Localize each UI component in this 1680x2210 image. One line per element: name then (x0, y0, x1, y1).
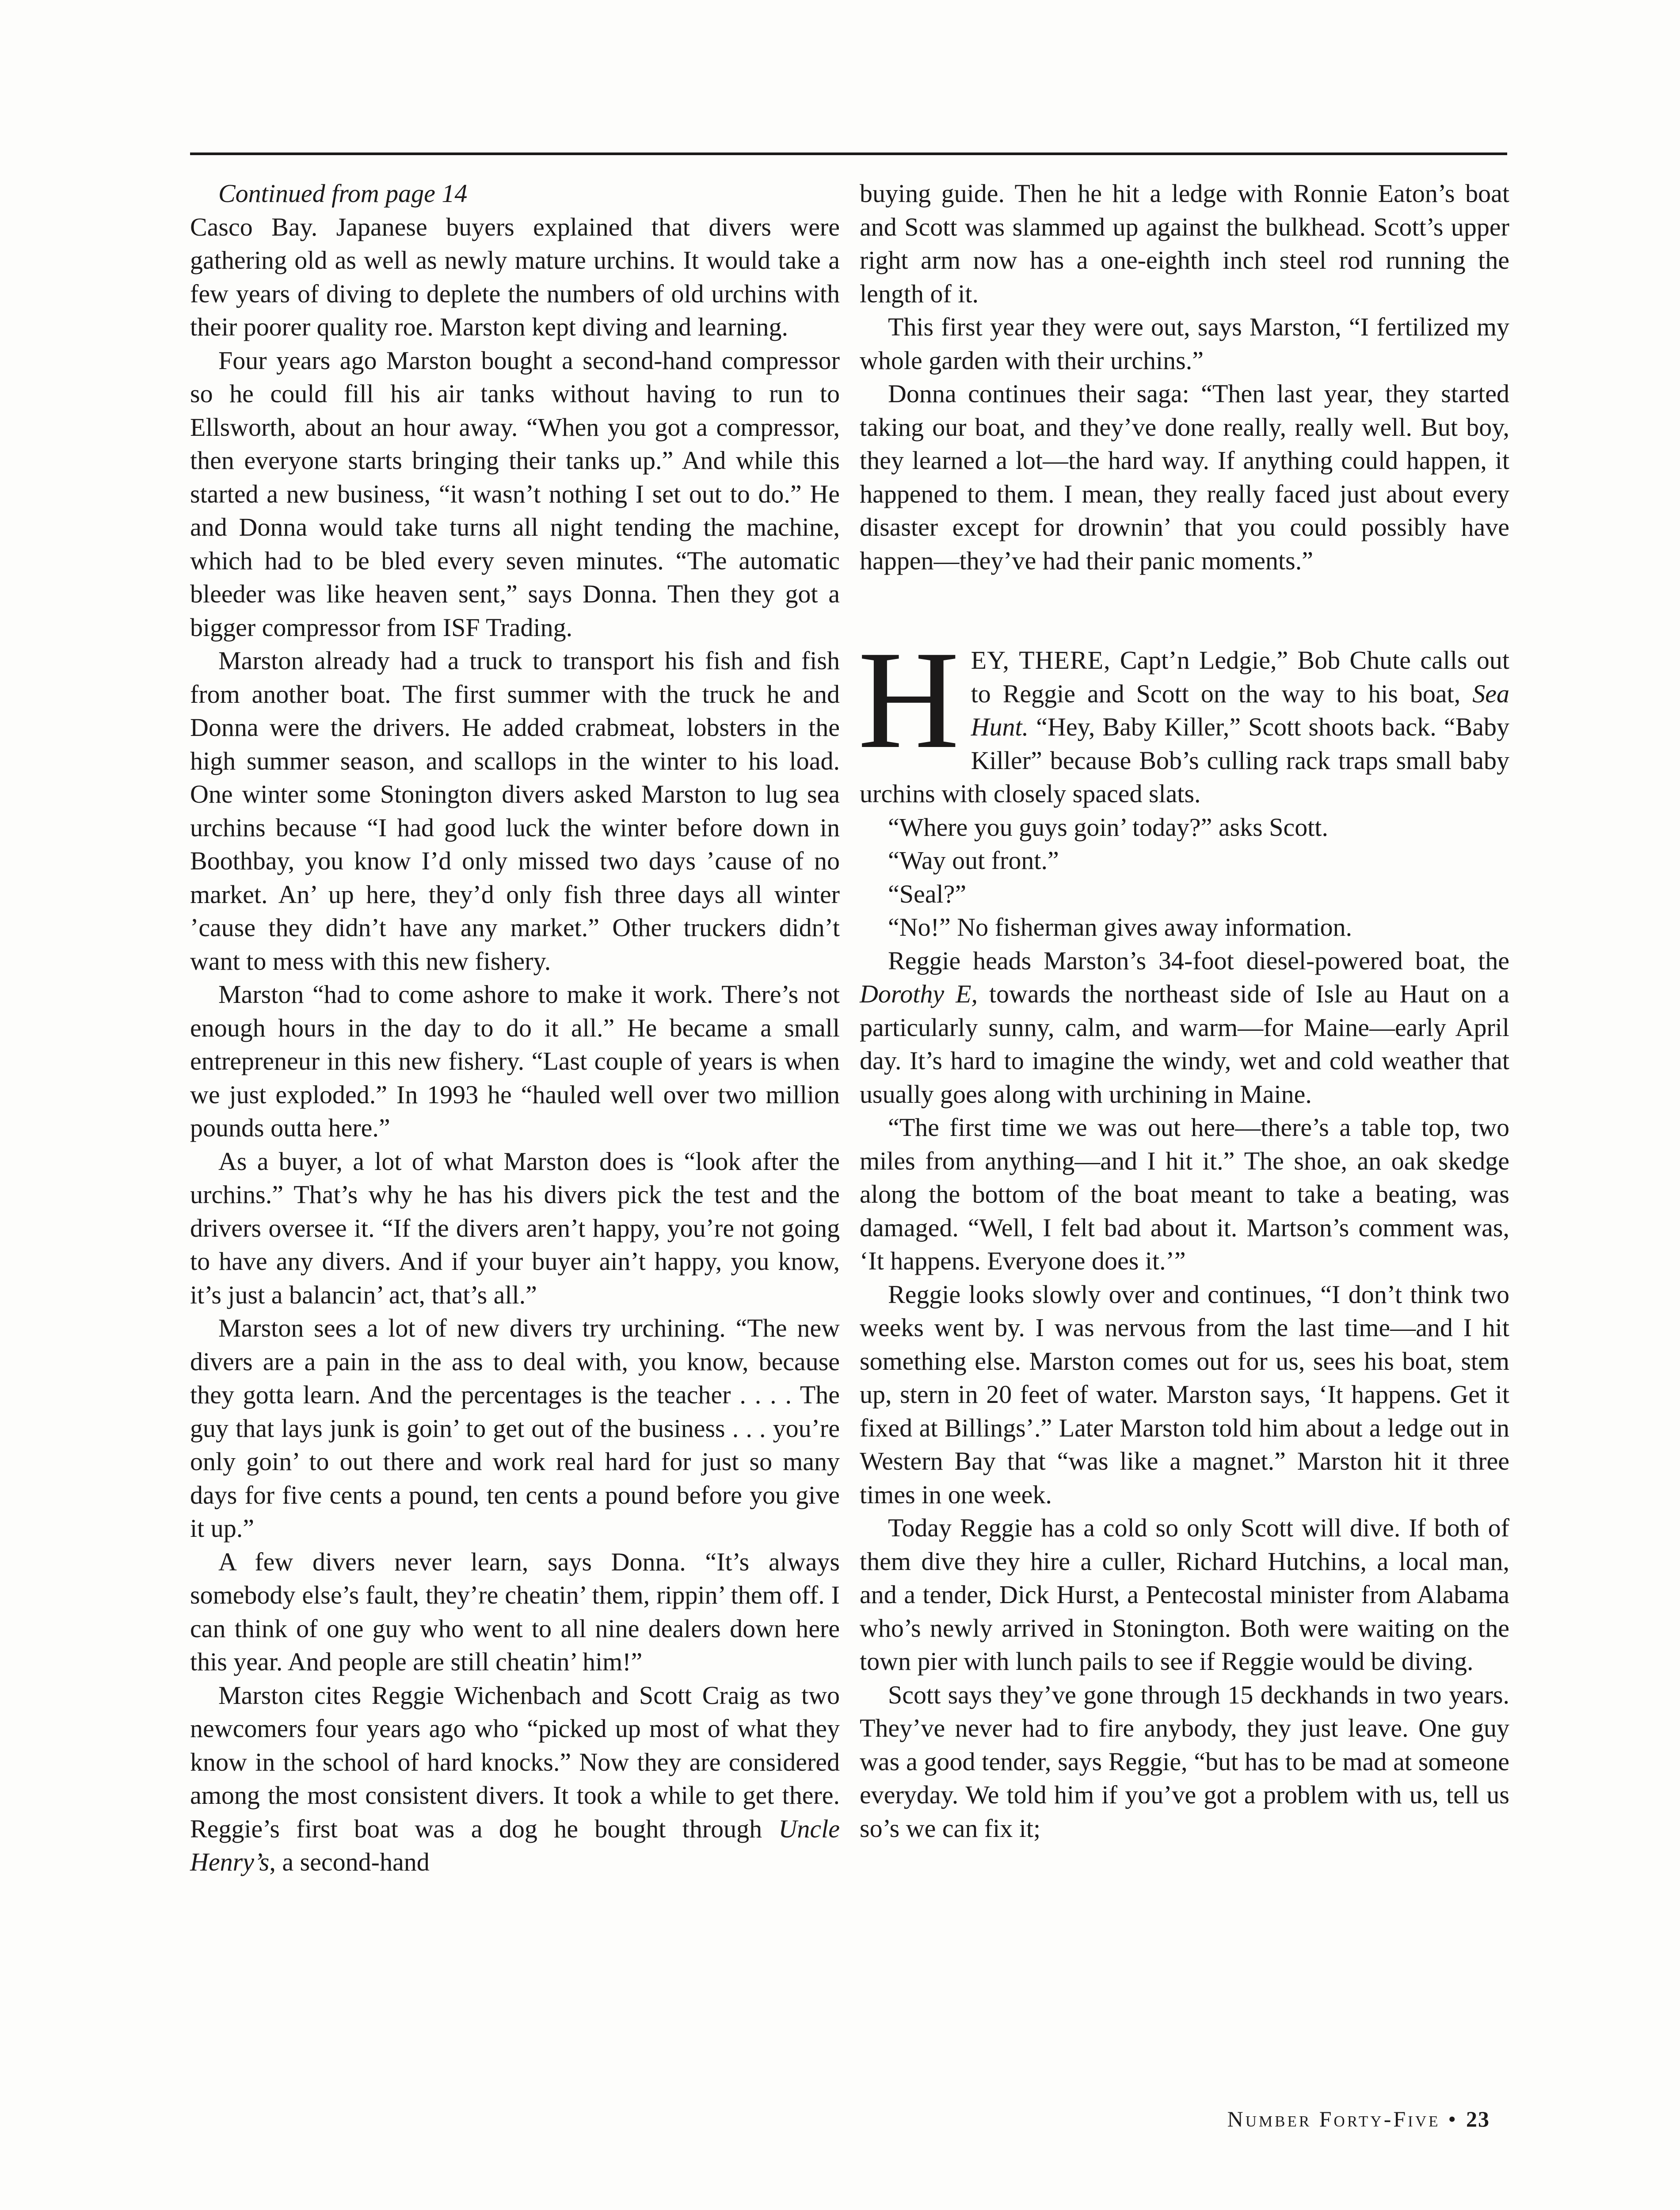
text-run: , a second-hand (269, 1848, 430, 1876)
paragraph: “The first time we was out here—there’s a table top, two miles from anything—and I hit it.” The shoe, an oak skedge along the bottom of the boat meant to take a beating, was damaged. “Well, I felt bad about it. Martson’s comment was, ‘It happens. Everyone does it.’” (860, 1113, 1509, 1275)
text-run: Capt’n Ledgie,” Bob Chute calls out to Reggie and Scott on the way to his boat, (971, 646, 1509, 708)
paragraph: buying guide. Then he hit a ledge with Ronnie Eaton’s boat and Scott was slammed up against the bulkhead. Scott’s upper right arm now has a one-eighth inch steel rod running the length of it. (860, 179, 1509, 308)
paragraph: Marston already had a truck to transport his fish and fish from another boat. The first summer with the truck he and Donna were the drivers. He added crabmeat, lobsters in the high summer season, and scallops in the winter to his load. One winter some Stonington divers asked Marston to lug sea urchins because “I had good luck the winter before down in Boothbay, you know I’d only missed two days ’cause of no market. An’ up here, they’d only fish three days all winter ’cause they didn’t have any market.” Other truckers didn’t want to mess with this new fishery. (190, 646, 840, 975)
page-footer (1227, 2106, 1490, 2132)
dialogue-line: “No!” No fisherman gives away information. (888, 913, 1352, 941)
paragraph: Marston “had to come ashore to make it work. There’s not enough hours in the day to do it all.” He became a small entrepreneur in this new fishery. “Last couple of years is when we just exploded.” In 1993 he “hauled well over two million pounds outta here.” (190, 980, 840, 1142)
boat-name: Sea Hunt. (971, 679, 1509, 741)
paragraph: Today Reggie has a cold so only Scott will dive. If both of them dive they hire a culler, Richard Hutchins, a local man, and a tender, Dick Hurst, a Pentecostal minister from Alabama who’s newly arrived in Stonington. Both were waiting on the town pier with lunch pails to see if Reggie would be diving. (860, 1513, 1509, 1676)
top-rule (190, 152, 1507, 155)
page-number: 23 (1466, 2107, 1490, 2131)
section-lead-paragraph (858, 622, 1509, 811)
paragraph: Casco Bay. Japanese buyers explained that divers were gathering old as well as newly mature urchins. It would take a few years of diving to deplete the numbers of old urchins with their poorer quality roe. Marston kept diving and learning. (190, 212, 840, 341)
lead-caps: EY, THERE, (971, 646, 1111, 674)
paragraph: Marston sees a lot of new divers try urchining. “The new divers are a pain in the ass to deal with, you know, because they gotta learn. And the percentages is the teacher . . . . The guy that lays junk is goin’ to get out of the business . . . you’re only goin’ to out there and work real hard for just so many days for five cents a pound, ten cents a pound before you give it up.” (190, 1314, 840, 1543)
publication-title: Uncle Henry’s (190, 1814, 840, 1876)
paragraph: This first year they were out, says Marston, “I fertilized my whole garden with their urchins.” (860, 312, 1509, 375)
text-run: Marston cites Reggie Wichenbach and Scott Craig as two newcomers four years ago who “picked up most of what they know in the school of hard knocks.” Now they are considered among the most consistent divers. It took a while to get there. Reggie’s first boat was a dog he bought through (190, 1680, 840, 1843)
right-column (860, 177, 1509, 1845)
drop-cap: H (858, 622, 960, 777)
publication-issue: Number Forty-Five (1227, 2107, 1440, 2131)
left-column (190, 177, 840, 1879)
paragraph: Scott says they’ve gone through 15 deckhands in two years. They’ve never had to fire anybody, they just leave. One guy was a good tender, says Reggie, “but has to be mad at someone everyday. We told him if you’ve got a problem with us, tell us so’s we can fix it; (860, 1680, 1509, 1843)
dialogue-line: “Where you guys goin’ today?” asks Scott. (888, 812, 1328, 842)
boat-name: Dorothy E, (860, 979, 978, 1008)
paragraph (860, 944, 1509, 1111)
text-run: Reggie heads Marston’s 34-foot diesel-powered boat, the (888, 946, 1509, 975)
paragraph: Four years ago Marston bought a second-hand compressor so he could fill his air tanks without having to run to Ellsworth, about an hour away. “When you got a compressor, then everyone starts bringing their tanks up.” And while this started a new business, “it wasn’t nothing I set out to do.” He and Donna would take turns all night tending the machine, which had to be bled every seven minutes. “The automatic bleeder was like heaven sent,” says Donna. Then they got a bigger compressor from ISF Trading. (190, 346, 840, 642)
text-run: towards the northeast side of Isle au Haut on a particularly sunny, calm, and warm—for Maine—early April day. It’s hard to imagine the windy, wet and cold weather that usually goes along with urchining in Maine. (860, 979, 1509, 1109)
paragraph: Reggie looks slowly over and continues, “I don’t think two weeks went by. I was nervous from the last time—and I hit something else. Marston comes out for us, sees his boat, stem up, stern in 20 feet of water. Marston says, ‘It happens. Get it fixed at Billings’.” Later Marston told him about a ledge out in Western Bay that “was like a magnet.” Marston hit it three times in one week. (860, 1280, 1509, 1509)
paragraph (190, 1679, 840, 1879)
bullet-separator: • (1448, 2107, 1458, 2131)
paragraph: Donna continues their saga: “Then last year, they started taking our boat, and they’ve done really, really well. But boy, they learned a lot—the hard way. If anything could happen, it happened to them. I mean, they really faced just about every disaster except for drownin’ that you could possibly have happen—they’ve had their panic moments.” (860, 379, 1509, 575)
dialogue-line: “Way out front.” (888, 846, 1059, 875)
paragraph: A few divers never learn, says Donna. “It’s always somebody else’s fault, they’re cheatin’ them, rippin’ them off. I can think of one guy who went to all nine dealers down here this year. And people are still cheatin’ him!” (190, 1547, 840, 1676)
dialogue-line: “Seal?” (888, 879, 967, 908)
paragraph: As a buyer, a lot of what Marston does is “look after the urchins.” That’s why he has his divers pick the test and the drivers oversee it. “If the divers aren’t happy, you’re not going to have any divers. And if your buyer ain’t happy, you know, it’s just a balancin’ act, that’s all.” (190, 1147, 840, 1309)
continued-label: Continued from page 14 (218, 179, 468, 208)
text-run: “Hey, Baby Killer,” Scott shoots back. “Baby Killer” because Bob’s culling rack traps small baby urchins with closely spaced slats. (860, 713, 1509, 808)
